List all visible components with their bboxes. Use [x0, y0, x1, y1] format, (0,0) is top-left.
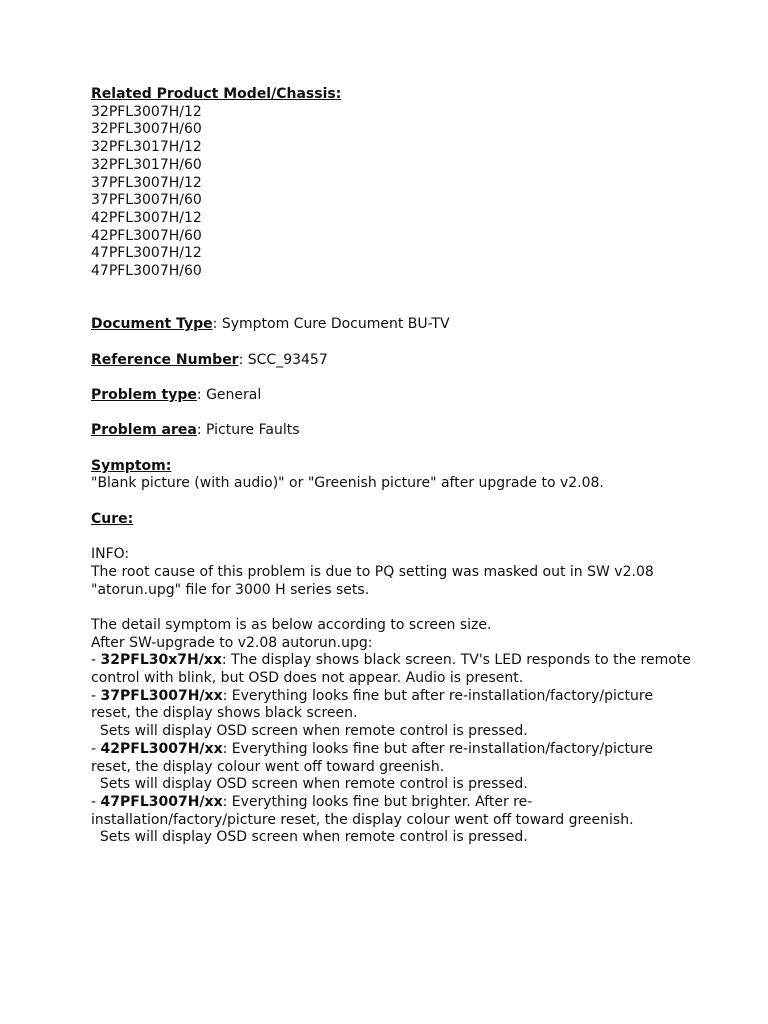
- problem-area-label: Problem area: [91, 422, 197, 439]
- cure-item-text: : The display shows black screen. TV's LED responds to the remote control with blink, but OSD does not appear. Audio is present.: [91, 652, 691, 687]
- spacer: [91, 440, 691, 458]
- document-type-label: Document Type: [91, 316, 213, 333]
- problem-area-row: [91, 422, 691, 440]
- cure-item-list: [91, 652, 691, 847]
- spacer: [91, 405, 691, 423]
- cure-item: [91, 741, 691, 776]
- model-item: 32PFL3017H/12: [91, 139, 202, 156]
- cure-heading: Cure:: [91, 510, 134, 527]
- spacer: [91, 599, 691, 617]
- spacer: [91, 281, 691, 299]
- document-type-value: : Symptom Cure Document BU-TV: [212, 316, 450, 333]
- reference-number-value: : SCC_93457: [238, 351, 328, 368]
- document-body: [91, 86, 691, 847]
- model-list: [91, 104, 691, 281]
- symptom-text: "Blank picture (with audio)" or "Greenish picture" after upgrade to v2.08.: [91, 475, 604, 492]
- cure-item-model: 32PFL30x7H/xx: [100, 652, 222, 669]
- info-text: The root cause of this problem is due to PQ setting was masked out in SW v2.08 "atorun.upg" file for 3000 H series sets.: [91, 563, 654, 598]
- related-products-heading: Related Product Model/Chassis:: [91, 86, 342, 102]
- spacer: [91, 528, 691, 546]
- reference-number-row: [91, 352, 691, 370]
- problem-type-label: Problem type: [91, 386, 197, 403]
- after-upgrade-text: After SW-upgrade to v2.08 autorun.upg:: [91, 634, 373, 651]
- problem-type-value: : General: [196, 386, 262, 403]
- cure-item-text: : Everything looks fine but after re-installation/factory/picture reset, the display shows black screen.: [91, 687, 653, 722]
- spacer: [91, 493, 691, 511]
- spacer: [91, 298, 691, 316]
- cure-item-prefix: -: [91, 652, 101, 669]
- cure-item-model: 37PFL3007H/xx: [100, 687, 223, 704]
- spacer: [91, 334, 691, 352]
- cure-item-prefix: -: [91, 740, 101, 757]
- cure-item-text: : Everything looks fine but after re-installation/factory/picture reset, the display colour went off toward greenish.: [91, 740, 653, 775]
- document-type-row: [91, 316, 691, 334]
- spacer: [91, 369, 691, 387]
- model-item: 42PFL3007H/12: [91, 209, 202, 226]
- model-item: 32PFL3007H/60: [91, 121, 202, 138]
- cure-item-note: Sets will display OSD screen when remote control is pressed.: [91, 829, 528, 846]
- cure-item-prefix: -: [91, 687, 101, 704]
- problem-area-value: : Picture Faults: [196, 422, 300, 439]
- problem-type-row: [91, 387, 691, 405]
- cure-item: [91, 688, 691, 723]
- model-item: 42PFL3007H/60: [91, 227, 202, 244]
- cure-item-prefix: -: [91, 793, 101, 810]
- detail-intro: The detail symptom is as below according to screen size.: [91, 616, 492, 633]
- model-item: 47PFL3007H/60: [91, 263, 202, 280]
- cure-item-model: 42PFL3007H/xx: [100, 740, 223, 757]
- model-item: 32PFL3017H/60: [91, 156, 202, 173]
- cure-item-model: 47PFL3007H/xx: [100, 793, 223, 810]
- cure-item-note: Sets will display OSD screen when remote control is pressed.: [91, 776, 528, 793]
- model-item: 37PFL3007H/60: [91, 192, 202, 209]
- model-item: 47PFL3007H/12: [91, 245, 202, 262]
- model-item: 32PFL3007H/12: [91, 103, 202, 120]
- cure-item: [91, 794, 691, 829]
- cure-item: [91, 652, 691, 687]
- symptom-heading: Symptom:: [91, 457, 172, 474]
- model-item: 37PFL3007H/12: [91, 174, 202, 191]
- reference-number-label: Reference Number: [91, 351, 239, 368]
- info-label: INFO:: [91, 546, 130, 563]
- cure-item-text: : Everything looks fine but brighter. After re-installation/factory/picture reset, the display colour went off toward greenish.: [91, 793, 634, 828]
- cure-item-note: Sets will display OSD screen when remote control is pressed.: [91, 723, 528, 740]
